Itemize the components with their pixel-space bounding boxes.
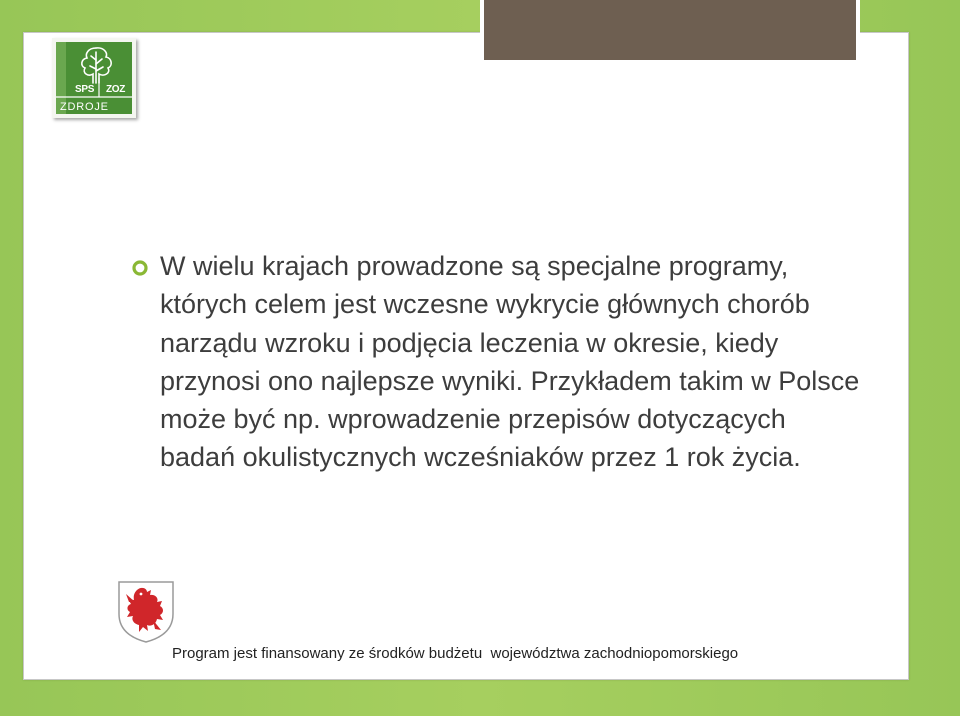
ring-bullet-icon (132, 260, 148, 276)
bullet-paragraph: W wielu krajach prowadzone są specjalne programy, których celem jest wczesne wykrycie głównych chorób narządu wzroku i podjęcia leczenia w okresie, kiedy przynosi ono najlepsze wyniki. Przykładem takim w Polsce może być np. wprowadzenie przepisów dotyczących badań okulistycznych wcześniaków przez 1 rok życia. (160, 251, 860, 473)
footer-funding-note: Program jest finansowany ze środków budżetu województwa zachodniopomorskiego (172, 645, 739, 662)
griffin-coat-of-arms-icon (117, 580, 175, 644)
title-bar (480, 0, 860, 64)
organization-logo (52, 38, 136, 118)
coat-of-arms (117, 580, 175, 644)
logo-bottom-text: ZDROJE (60, 101, 109, 113)
logo-left-text: SPS (75, 84, 95, 95)
logo-right-text: ZOZ (106, 84, 126, 95)
